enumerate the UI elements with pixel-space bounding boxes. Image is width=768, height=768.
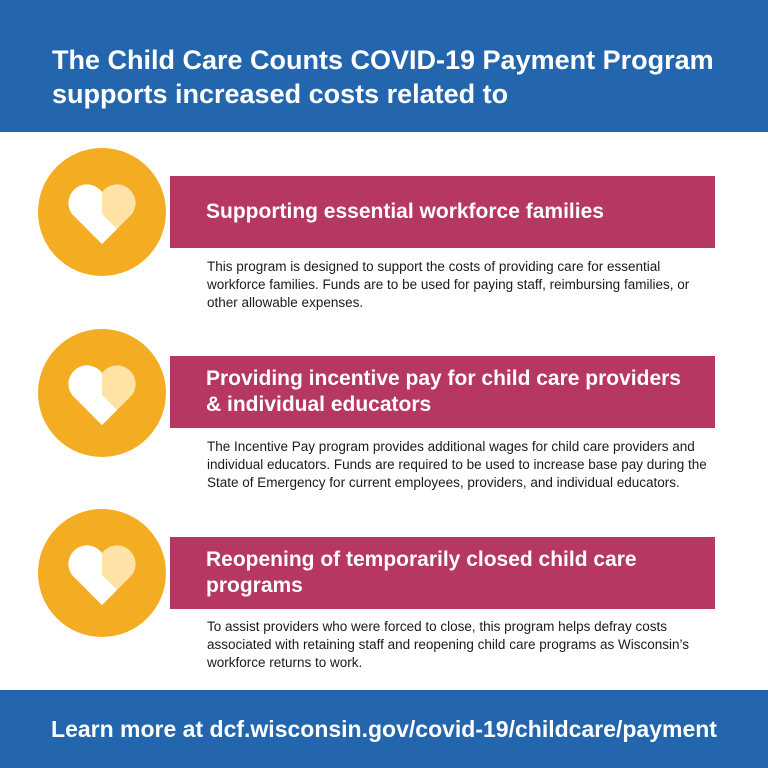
footer-link-text[interactable]: Learn more at dcf.wisconsin.gov/covid-19/childcare/payment [51, 716, 717, 742]
item-icon-badge [34, 144, 170, 280]
item-title: Reopening of temporarily closed child care programs [206, 548, 637, 597]
heart-icon [66, 539, 138, 607]
heart-icon [66, 359, 138, 427]
item-description: The Incentive Pay program provides additional wages for child care providers and individual educators. Funds are required to be used to increase base pay during the State of Emergency for current employees, providers, and individual educators. [207, 439, 707, 490]
item-icon-badge [34, 325, 170, 461]
item-banner [170, 537, 715, 609]
item-title: Supporting essential workforce families [206, 200, 604, 223]
item-banner [170, 356, 715, 428]
item-description: This program is designed to support the costs of providing care for essential workforce families. Funds are to be used for paying staff, reimbursing families, or other allowable expenses. [207, 259, 690, 310]
item-title: Providing incentive pay for child care providers & individual educators [206, 367, 681, 416]
item-description: To assist providers who were forced to close, this program helps defray costs associated with retaining staff and reopening child care programs as Wisconsin’s workforce returns to work. [207, 619, 690, 670]
page-title: The Child Care Counts COVID-19 Payment Program supports increased costs related to [52, 45, 714, 109]
item-icon-badge [34, 505, 170, 641]
header-bar [0, 0, 768, 132]
footer-bar [0, 690, 768, 768]
item-banner [170, 176, 715, 248]
heart-icon [66, 178, 138, 246]
